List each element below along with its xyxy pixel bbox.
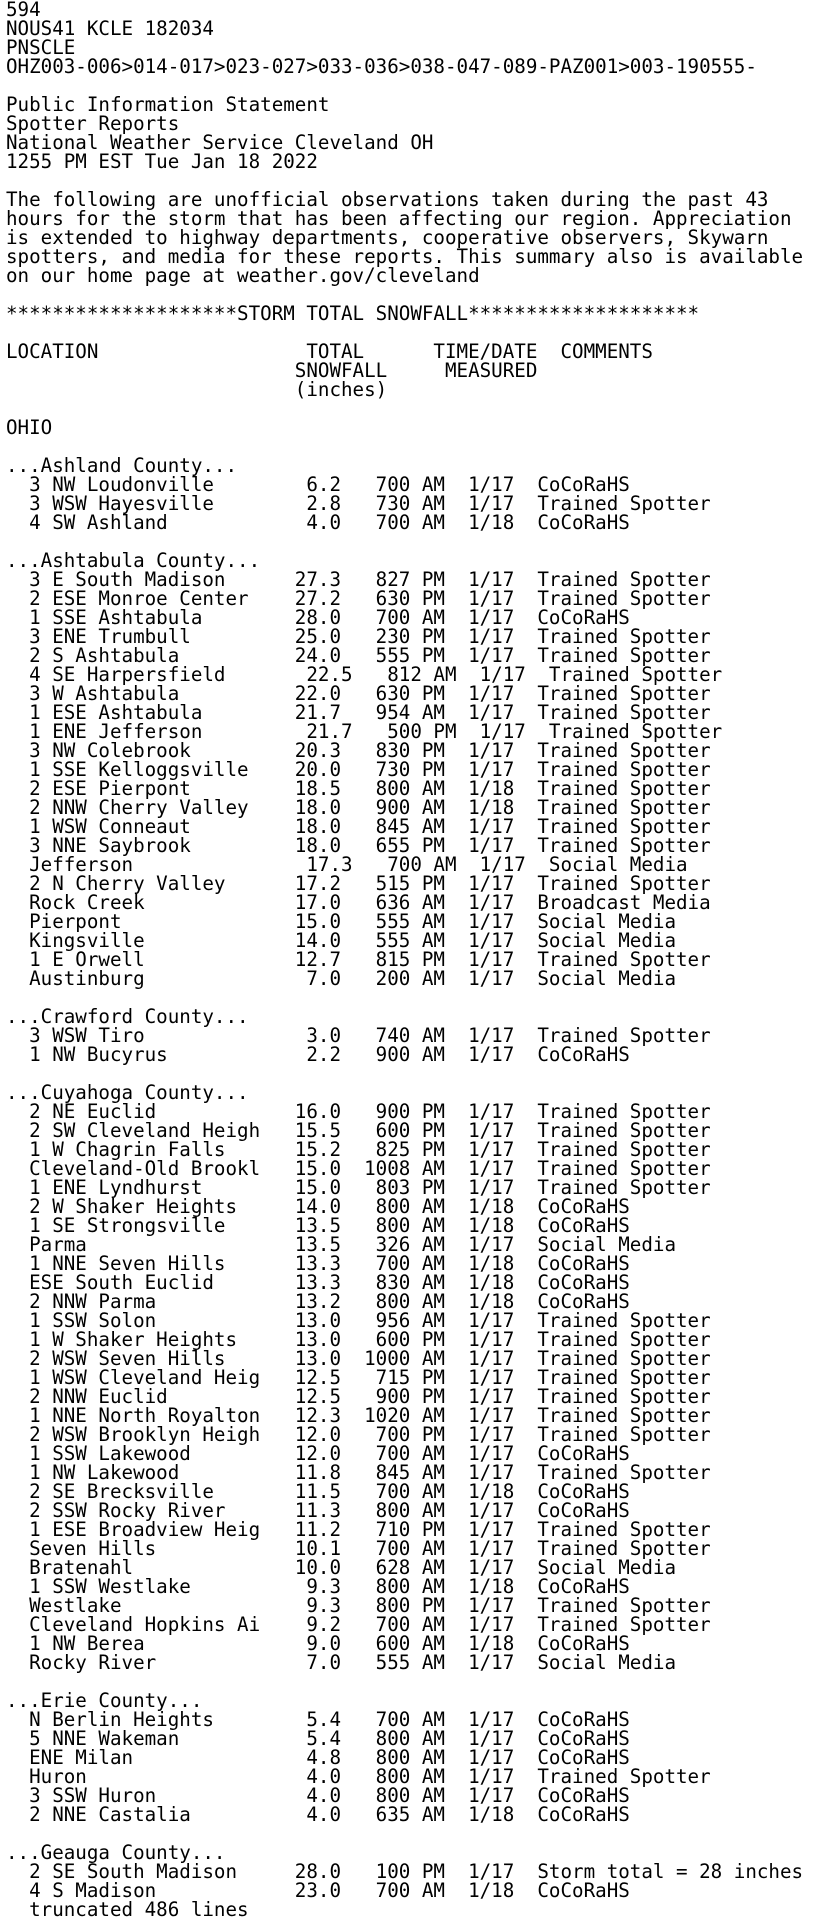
report-row: 3 WSW Tiro 3.0 740 AM 1/17 Trained Spotter [6,1024,711,1047]
report-row: Jefferson 17.3 700 AM 1/17 Social Media [6,853,688,876]
report-row: 3 E South Madison 27.3 827 PM 1/17 Trained Spotter [6,568,711,591]
intro-line: The following are unofficial observations taken during the past 43 [6,188,769,211]
report-row: Bratenahl 10.0 628 AM 1/17 Social Media [6,1556,677,1579]
header-line: PNSCLE [6,36,76,59]
report-row: Westlake 9.3 800 PM 1/17 Trained Spotter [6,1594,711,1617]
report-row: 2 S Ashtabula 24.0 555 PM 1/17 Trained Spotter [6,644,711,667]
header-line: Spotter Reports [6,112,180,135]
header-line: 594 [6,0,41,21]
report-row: 3 WSW Hayesville 2.8 730 AM 1/17 Trained Spotter [6,492,711,515]
report-row: Parma 13.5 326 AM 1/17 Social Media [6,1233,677,1256]
report-row: Seven Hills 10.1 700 AM 1/17 Trained Spotter [6,1537,711,1560]
report-row: 1 NNE North Royalton 12.3 1020 AM 1/17 Trained Spotter [6,1404,711,1427]
report-row: 1 SSW Westlake 9.3 800 AM 1/18 CoCoRaHS [6,1575,630,1598]
report-row: 2 NNW Cherry Valley 18.0 900 AM 1/18 Trained Spotter [6,796,711,819]
report-row: 1 ENE Jefferson 21.7 500 PM 1/17 Trained Spotter [6,720,723,743]
report-row: Austinburg 7.0 200 AM 1/17 Social Media [6,967,677,990]
report-row: 4 SE Harpersfield 22.5 812 AM 1/17 Trained Spotter [6,663,723,686]
report-row: Rocky River 7.0 555 AM 1/17 Social Media [6,1651,677,1674]
report-row: 2 NE Euclid 16.0 900 PM 1/17 Trained Spotter [6,1100,711,1123]
header-line: 1255 PM EST Tue Jan 18 2022 [6,150,318,173]
report-row: Rock Creek 17.0 636 AM 1/17 Broadcast Media [6,891,711,914]
header-line: OHZ003-006>014-017>023-027>033-036>038-047-089-PAZ001>003-190555- [6,55,757,78]
report-row: 3 NNE Saybrook 18.0 655 PM 1/17 Trained Spotter [6,834,711,857]
column-header-line: OHIO [6,416,53,439]
report-row: 3 NW Loudonville 6.2 700 AM 1/17 CoCoRaHS [6,473,630,496]
report-row: Pierpont 15.0 555 AM 1/17 Social Media [6,910,677,933]
county-heading: ...Ashtabula County... [6,549,261,572]
report-row: 4 S Madison 23.0 700 AM 1/18 CoCoRaHS [6,1879,630,1902]
report-row: 1 SSE Ashtabula 28.0 700 AM 1/17 CoCoRaHS [6,606,630,629]
header-line: NOUS41 KCLE 182034 [6,17,214,40]
report-row: 2 NNE Castalia 4.0 635 AM 1/18 CoCoRaHS [6,1803,630,1826]
report-row: 2 W Shaker Heights 14.0 800 AM 1/18 CoCoRaHS [6,1195,630,1218]
intro-line: hours for the storm that has been affecting our region. Appreciation [6,207,792,230]
report-row: Huron 4.0 800 AM 1/17 Trained Spotter [6,1765,711,1788]
report-row: 4 SW Ashland 4.0 700 AM 1/18 CoCoRaHS [6,511,630,534]
report-row: 1 WSW Cleveland Heig 12.5 715 PM 1/17 Trained Spotter [6,1366,711,1389]
report-row: 3 NW Colebrook 20.3 830 PM 1/17 Trained Spotter [6,739,711,762]
report-row: 1 SSE Kelloggsville 20.0 730 PM 1/17 Trained Spotter [6,758,711,781]
section-title: ********************STORM TOTAL SNOWFALL******************** [6,302,700,325]
report-row: 2 WSW Brooklyn Heigh 12.0 700 PM 1/17 Trained Spotter [6,1423,711,1446]
report-row: 1 SSW Solon 13.0 956 AM 1/17 Trained Spotter [6,1309,711,1332]
report-row: 1 NW Berea 9.0 600 AM 1/18 CoCoRaHS [6,1632,630,1655]
county-heading: ...Geauga County... [6,1841,226,1864]
report-row: 3 W Ashtabula 22.0 630 PM 1/17 Trained Spotter [6,682,711,705]
report-row: 2 NNW Euclid 12.5 900 PM 1/17 Trained Spotter [6,1385,711,1408]
report-row: 1 NW Lakewood 11.8 845 AM 1/17 Trained Spotter [6,1461,711,1484]
report-row: ESE South Euclid 13.3 830 AM 1/18 CoCoRaHS [6,1271,630,1294]
report-row: 2 WSW Seven Hills 13.0 1000 AM 1/17 Trained Spotter [6,1347,711,1370]
county-heading: ...Erie County... [6,1689,203,1712]
report-row: Kingsville 14.0 555 AM 1/17 Social Media [6,929,677,952]
report-row: 5 NNE Wakeman 5.4 800 AM 1/17 CoCoRaHS [6,1727,630,1750]
report-row: 2 SW Cleveland Heigh 15.5 600 PM 1/17 Trained Spotter [6,1119,711,1142]
report-row: 2 ESE Monroe Center 27.2 630 PM 1/17 Trained Spotter [6,587,711,610]
report-row: 2 SE South Madison 28.0 100 PM 1/17 Storm total = 28 inches [6,1860,804,1883]
report-row: 1 W Shaker Heights 13.0 600 PM 1/17 Trained Spotter [6,1328,711,1351]
report-row: 1 NW Bucyrus 2.2 900 AM 1/17 CoCoRaHS [6,1043,630,1066]
header-line: National Weather Service Cleveland OH [6,131,434,154]
report-row: Cleveland-Old Brookl 15.0 1008 AM 1/17 Trained Spotter [6,1157,711,1180]
report-row: 2 N Cherry Valley 17.2 515 PM 1/17 Trained Spotter [6,872,711,895]
report-row: Cleveland Hopkins Ai 9.2 700 AM 1/17 Trained Spotter [6,1613,711,1636]
report-row: 2 SE Brecksville 11.5 700 AM 1/18 CoCoRaHS [6,1480,630,1503]
report-row: 1 ESE Ashtabula 21.7 954 AM 1/17 Trained Spotter [6,701,711,724]
report-row: 1 WSW Conneaut 18.0 845 AM 1/17 Trained Spotter [6,815,711,838]
intro-line: spotters, and media for these reports. This summary also is available [6,245,804,268]
header-line: Public Information Statement [6,93,330,116]
report-row: 1 E Orwell 12.7 815 PM 1/17 Trained Spotter [6,948,711,971]
report-row: 1 SE Strongsville 13.5 800 AM 1/18 CoCoRaHS [6,1214,630,1237]
column-header-line [6,399,837,418]
report-row: 2 NNW Parma 13.2 800 AM 1/18 CoCoRaHS [6,1290,630,1313]
report-row: 1 W Chagrin Falls 15.2 825 PM 1/17 Trained Spotter [6,1138,711,1161]
report-row: 1 NNE Seven Hills 13.3 700 AM 1/18 CoCoRaHS [6,1252,630,1275]
column-header-line: (inches) [6,378,388,401]
intro-line: on our home page at weather.gov/cleveland [6,264,480,287]
report-row: 1 SSW Lakewood 12.0 700 AM 1/17 CoCoRaHS [6,1442,630,1465]
column-header-line: LOCATION TOTAL TIME/DATE COMMENTS [6,340,653,363]
county-heading: ...Cuyahoga County... [6,1081,249,1104]
county-heading: ...Crawford County... [6,1005,249,1028]
report-row: 1 ESE Broadview Heig 11.2 710 PM 1/17 Trained Spotter [6,1518,711,1541]
county-heading: ...Ashland County... [6,454,238,477]
report-row: 1 ENE Lyndhurst 15.0 803 PM 1/17 Trained Spotter [6,1176,711,1199]
report-row: N Berlin Heights 5.4 700 AM 1/17 CoCoRaHS [6,1708,630,1731]
report-row: 2 SSW Rocky River 11.3 800 AM 1/17 CoCoRaHS [6,1499,630,1522]
report-row: ENE Milan 4.8 800 AM 1/17 CoCoRaHS [6,1746,630,1769]
report-row: 3 SSW Huron 4.0 800 AM 1/17 CoCoRaHS [6,1784,630,1807]
intro-line: is extended to highway departments, cooperative observers, Skywarn [6,226,769,249]
report-row: 2 ESE Pierpont 18.5 800 AM 1/18 Trained Spotter [6,777,711,800]
truncation-note: truncated 486 lines [6,1898,249,1920]
report-row: 3 ENE Trumbull 25.0 230 PM 1/17 Trained Spotter [6,625,711,648]
column-header-line: SNOWFALL MEASURED [6,359,538,382]
